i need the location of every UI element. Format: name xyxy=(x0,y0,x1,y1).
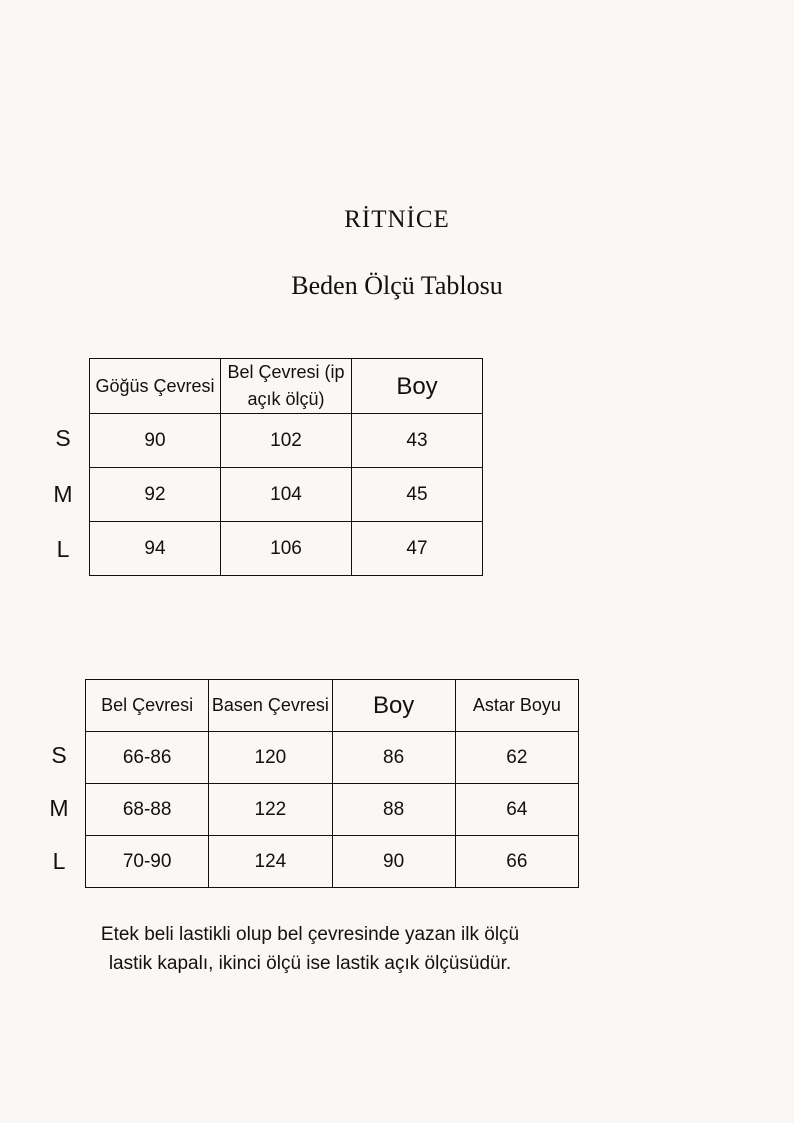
top-size-table xyxy=(89,358,483,576)
table-cell: 122 xyxy=(209,784,332,836)
table-row xyxy=(90,414,483,468)
table-cell: 92 xyxy=(90,468,221,522)
size-label-m: M xyxy=(49,795,69,821)
size-label-s: S xyxy=(55,425,71,451)
table-row xyxy=(86,836,579,888)
column-header-bel: Bel Çevresi (ip açık ölçü) xyxy=(221,359,352,414)
column-header-boy: Boy xyxy=(332,680,455,732)
table-cell: 62 xyxy=(455,732,578,784)
table-cell: 90 xyxy=(332,836,455,888)
table-cell: 43 xyxy=(352,414,483,468)
table-row xyxy=(86,784,579,836)
table-header-row xyxy=(86,680,579,732)
column-header-basen: Basen Çevresi xyxy=(209,680,332,732)
brand-logo: RİTNİCE xyxy=(344,206,450,233)
table-cell: 68-88 xyxy=(86,784,209,836)
table-cell: 120 xyxy=(209,732,332,784)
table-cell: 86 xyxy=(332,732,455,784)
table-cell: 106 xyxy=(221,522,352,576)
table-cell: 66-86 xyxy=(86,732,209,784)
table-row xyxy=(90,522,483,576)
table-cell: 64 xyxy=(455,784,578,836)
size-label-l: L xyxy=(56,536,70,562)
column-header-gogus: Göğüs Çevresi xyxy=(90,359,221,414)
table-cell: 88 xyxy=(332,784,455,836)
page-title: Beden Ölçü Tablosu xyxy=(291,271,503,300)
size-label-m: M xyxy=(53,481,73,507)
bottom-size-table xyxy=(85,679,579,888)
table-row xyxy=(86,732,579,784)
size-label-s: S xyxy=(51,742,67,768)
table-cell: 66 xyxy=(455,836,578,888)
table-cell: 124 xyxy=(209,836,332,888)
table-header-row xyxy=(90,359,483,414)
table-cell: 94 xyxy=(90,522,221,576)
column-header-bel: Bel Çevresi xyxy=(86,680,209,732)
table-cell: 45 xyxy=(352,468,483,522)
table-cell: 47 xyxy=(352,522,483,576)
table-cell: 102 xyxy=(221,414,352,468)
table-row xyxy=(90,468,483,522)
table-cell: 90 xyxy=(90,414,221,468)
footnote: Etek beli lastikli olup bel çevresinde yazan ilk ölçü lastik kapalı, ikinci ölçü ise lastik açık ölçüsüdür. xyxy=(100,924,520,974)
column-header-astar: Astar Boyu xyxy=(455,680,578,732)
size-label-l: L xyxy=(52,848,66,874)
table-cell: 104 xyxy=(221,468,352,522)
column-header-boy: Boy xyxy=(352,359,483,414)
table-cell: 70-90 xyxy=(86,836,209,888)
